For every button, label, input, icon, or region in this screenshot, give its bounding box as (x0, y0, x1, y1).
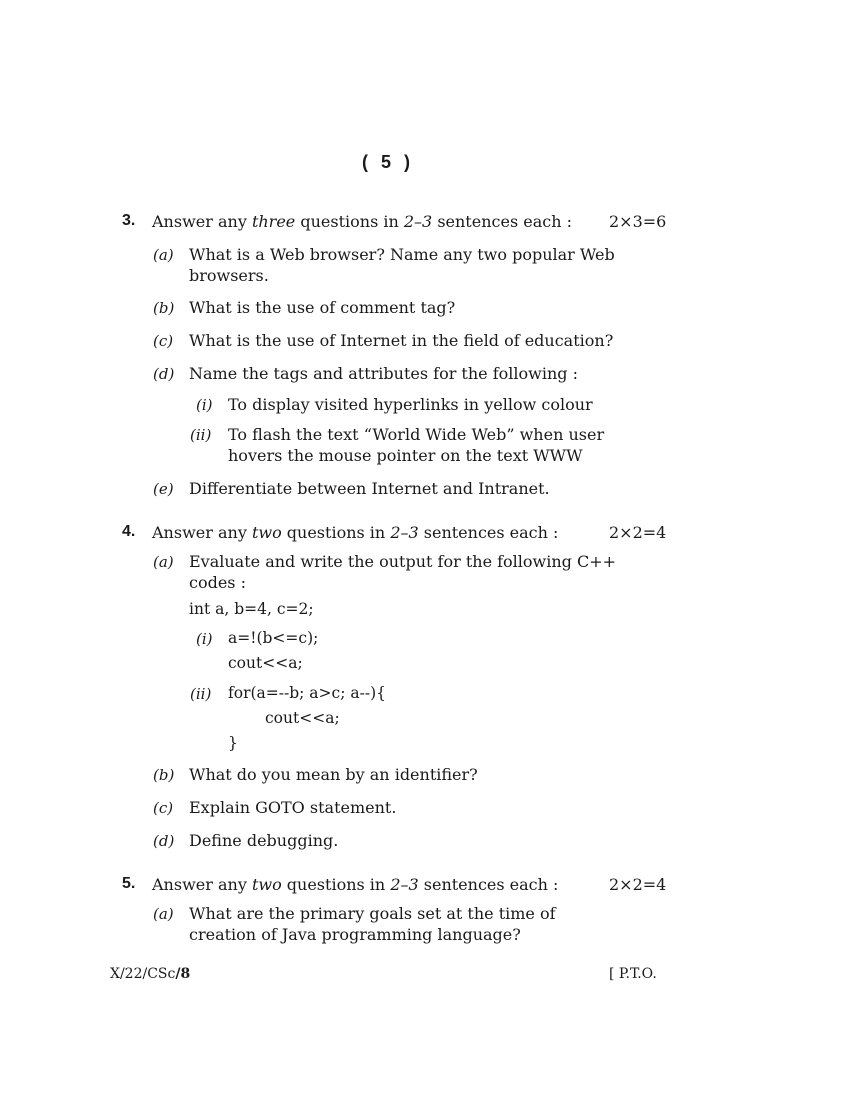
q4-a-ii-code-line2: cout<<a; (265, 709, 340, 727)
question-4-marks: 2×2=4 (609, 523, 667, 542)
q3-b-text: What is the use of comment tag? (189, 298, 456, 317)
q4-a-text-line2: codes : (189, 573, 246, 592)
question-5-instruction: Answer any two questions in 2–3 sentences each : (152, 875, 559, 894)
q4-b-label: (b) (153, 766, 175, 784)
question-4-number: 4. (122, 523, 136, 540)
page-number: ( 5 ) (362, 152, 415, 172)
q5-a-text-line1: What are the primary goals set at the time of (189, 904, 556, 923)
q4-d-label: (d) (153, 832, 175, 850)
q4-a-text-line1: Evaluate and write the output for the following C++ (189, 552, 617, 571)
question-5-marks: 2×2=4 (609, 875, 667, 894)
question-5-number: 5. (122, 875, 136, 892)
q4-a-ii-label: (ii) (190, 685, 212, 703)
question-3-number: 3. (122, 212, 136, 229)
q3-a-label: (a) (153, 246, 174, 264)
q4-b-text: What do you mean by an identifier? (189, 765, 478, 784)
q4-a-i-code-line1: a=!(b<=c); (228, 629, 319, 647)
q3-d-text: Name the tags and attributes for the following : (189, 364, 578, 383)
question-4-instruction: Answer any two questions in 2–3 sentences each : (152, 523, 559, 542)
q3-e-label: (e) (153, 480, 174, 498)
paper-code: X/22/CSc/8 (110, 966, 191, 982)
q4-c-label: (c) (153, 799, 174, 817)
q4-c-text: Explain GOTO statement. (189, 798, 397, 817)
q3-d-label: (d) (153, 365, 175, 383)
q4-a-ii-code-line1: for(a=--b; a>c; a--){ (228, 684, 386, 702)
code-declaration: int a, b=4, c=2; (189, 600, 314, 618)
q3-d-ii-text-line2: hovers the mouse pointer on the text WWW (228, 446, 583, 465)
question-3-marks: 2×3=6 (609, 212, 667, 231)
pto-label: [ P.T.O. (609, 966, 657, 982)
q3-c-label: (c) (153, 332, 174, 350)
q4-a-label: (a) (153, 553, 174, 571)
q4-a-ii-code-line3: } (228, 734, 238, 752)
q3-b-label: (b) (153, 299, 175, 317)
q3-c-text: What is the use of Internet in the field of education? (189, 331, 614, 350)
question-3-instruction: Answer any three questions in 2–3 sentences each : (152, 212, 572, 231)
q3-e-text: Differentiate between Internet and Intranet. (189, 479, 550, 498)
q3-d-i-text: To display visited hyperlinks in yellow colour (228, 395, 593, 414)
q3-d-i-label: (i) (196, 396, 213, 414)
q3-a-text-line2: browsers. (189, 266, 269, 285)
q3-d-ii-label: (ii) (190, 426, 212, 444)
q4-a-i-label: (i) (196, 630, 213, 648)
q4-a-i-code-line2: cout<<a; (228, 654, 303, 672)
q5-a-label: (a) (153, 905, 174, 923)
q4-d-text: Define debugging. (189, 831, 339, 850)
q3-d-ii-text-line1: To flash the text “World Wide Web” when user (228, 425, 605, 444)
q5-a-text-line2: creation of Java programming language? (189, 925, 521, 944)
q3-a-text-line1: What is a Web browser? Name any two popular Web (189, 245, 615, 264)
